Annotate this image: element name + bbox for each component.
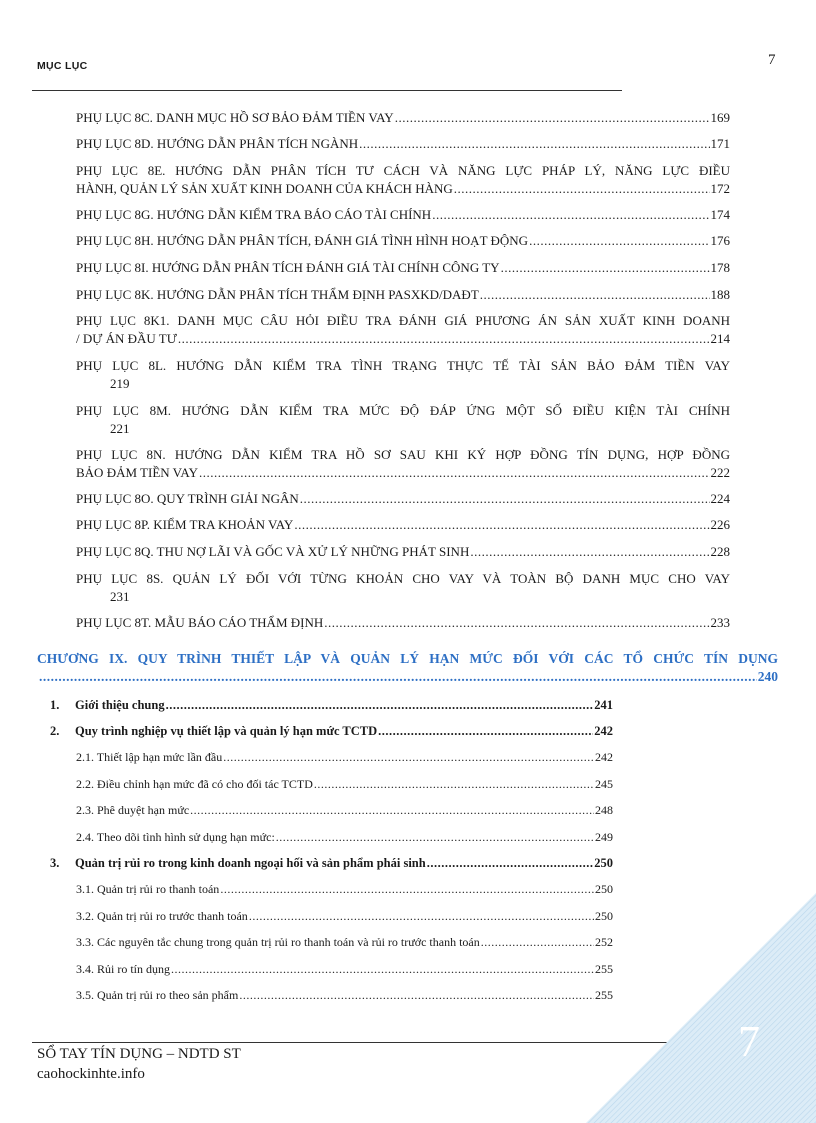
toc-entry[interactable]: PHỤ LỤC 8K1. DANH MỤC CÂU HỎI ĐIỀU TRA ĐÁNH GIÁ PHƯƠNG ÁN SẢN XUẤT KINH DOANH / DỰ ÁN ĐẦU TƯ ..... 214 [76,312,730,348]
footer-website: caohockinhte.info [37,1066,145,1082]
toc-section[interactable]: 1. Giới thiệu chung ..... 241 [50,696,613,714]
toc-entry[interactable]: PHỤ LỤC 8E. HƯỚNG DẪN PHÂN TÍCH TƯ CÁCH VÀ NĂNG LỰC PHÁP LÝ, NĂNG LỰC ĐIỀU HÀNH, QUẢN LÝ SẢN XUẤT KINH DOANH CỦA KHÁCH HÀNG ..... 172 [76,162,730,198]
toc-entry[interactable]: PHỤ LỤC 8H. HƯỚNG DẪN PHÂN TÍCH, ĐÁNH GIÁ TÌNH HÌNH HOẠT ĐỘNG ..... 176 [76,232,730,250]
toc-subsection[interactable]: 2.2. Điều chỉnh hạn mức đã có cho đối tác TCTD ..... 245 [76,775,613,793]
toc-section[interactable]: 2. Quy trình nghiệp vụ thiết lập và quản lý hạn mức TCTD ..... 242 [50,722,613,740]
toc-subsection[interactable]: 3.3. Các nguyên tắc chung trong quản trị rủi ro thanh toán và rủi ro trước thanh toán ..... 252 [76,933,613,951]
toc-entry[interactable]: PHỤ LỤC 8S. QUẢN LÝ ĐỐI VỚI TỪNG KHOẢN CHO VAY VÀ TOÀN BỘ DANH MỤC CHO VAY 231 [76,571,730,604]
toc-subsection[interactable]: 3.1. Quản trị rủi ro thanh toán ..... 250 [76,880,613,898]
toc-section[interactable]: 3. Quản trị rủi ro trong kinh doanh ngoại hối và sản phẩm phái sinh ..... 250 [50,854,613,872]
toc-subsection[interactable]: 2.1. Thiết lập hạn mức lần đầu ..... 242 [76,748,613,766]
toc-entry[interactable]: PHỤ LỤC 8P. KIỂM TRA KHOẢN VAY ..... 226 [76,516,730,534]
toc-entry[interactable]: PHỤ LỤC 8M. HƯỚNG DẪN KIỂM TRA MỨC ĐỘ ĐÁP ỨNG MỘT SỐ ĐIỀU KIỆN TÀI CHÍNH 221 [76,403,730,436]
header-title: MỤC LỤC [37,60,88,72]
page-number: 7 [768,52,776,68]
toc-subsection[interactable]: 3.5. Quản trị rủi ro theo sản phẩm ..... 255 [76,986,613,1004]
footer-divider [32,1042,672,1043]
toc-entry[interactable]: PHỤ LỤC 8D. HƯỚNG DẪN PHÂN TÍCH NGÀNH ..... 171 [76,135,730,153]
toc-entry[interactable]: PHỤ LỤC 8K. HƯỚNG DẪN PHÂN TÍCH THẨM ĐỊNH PASXKD/DAĐT ..... 188 [76,286,730,304]
toc-entry[interactable]: PHỤ LỤC 8Q. THU NỢ LÃI VÀ GỐC VÀ XỬ LÝ NHỮNG PHÁT SINH ..... 228 [76,543,730,561]
corner-page-number: 7 [738,1017,760,1066]
toc-entry[interactable]: PHỤ LỤC 8O. QUY TRÌNH GIẢI NGÂN ..... 224 [76,490,730,508]
footer-title: SỔ TAY TÍN DỤNG – NDTD ST [37,1046,241,1062]
toc-entry[interactable]: PHỤ LỤC 8L. HƯỚNG DẪN KIỂM TRA TÌNH TRẠNG THỰC TẾ TÀI SẢN BẢO ĐẢM TIỀN VAY 219 [76,358,730,391]
corner-decoration [586,893,816,1123]
toc-subsection[interactable]: 2.4. Theo dõi tình hình sử dụng hạn mức: ..... 249 [76,828,613,846]
toc-chapter-heading[interactable]: CHƯƠNG IX. QUY TRÌNH THIẾT LẬP VÀ QUẢN LÝ HẠN MỨC ĐỐI VỚI CÁC TỔ CHỨC TÍN DỤNG ..... 240 [37,650,778,686]
header-divider [32,90,622,91]
toc-subsection[interactable]: 3.2. Quản trị rủi ro trước thanh toán ..... 250 [76,907,613,925]
toc-subsection[interactable]: 3.4. Rủi ro tín dụng ..... 255 [76,960,613,978]
toc-entry[interactable]: PHỤ LỤC 8T. MẪU BÁO CÁO THẨM ĐỊNH ..... 233 [76,614,730,632]
toc-entry[interactable]: PHỤ LỤC 8I. HƯỚNG DẪN PHÂN TÍCH ĐÁNH GIÁ TÀI CHÍNH CÔNG TY ..... 178 [76,259,730,277]
toc-entry[interactable]: PHỤ LỤC 8N. HƯỚNG DẪN KIỂM TRA HỒ SƠ SAU KHI KÝ HỢP ĐỒNG TÍN DỤNG, HỢP ĐỒNG BẢO ĐẢM TIỀN VAY ..... 222 [76,446,730,482]
toc-entry[interactable]: PHỤ LỤC 8C. DANH MỤC HỒ SƠ BẢO ĐẢM TIỀN VAY ..... 169 [76,109,730,127]
toc-entry[interactable]: PHỤ LỤC 8G. HƯỚNG DẪN KIỂM TRA BÁO CÁO TÀI CHÍNH ..... 174 [76,206,730,224]
toc-subsection[interactable]: 2.3. Phê duyệt hạn mức ..... 248 [76,801,613,819]
